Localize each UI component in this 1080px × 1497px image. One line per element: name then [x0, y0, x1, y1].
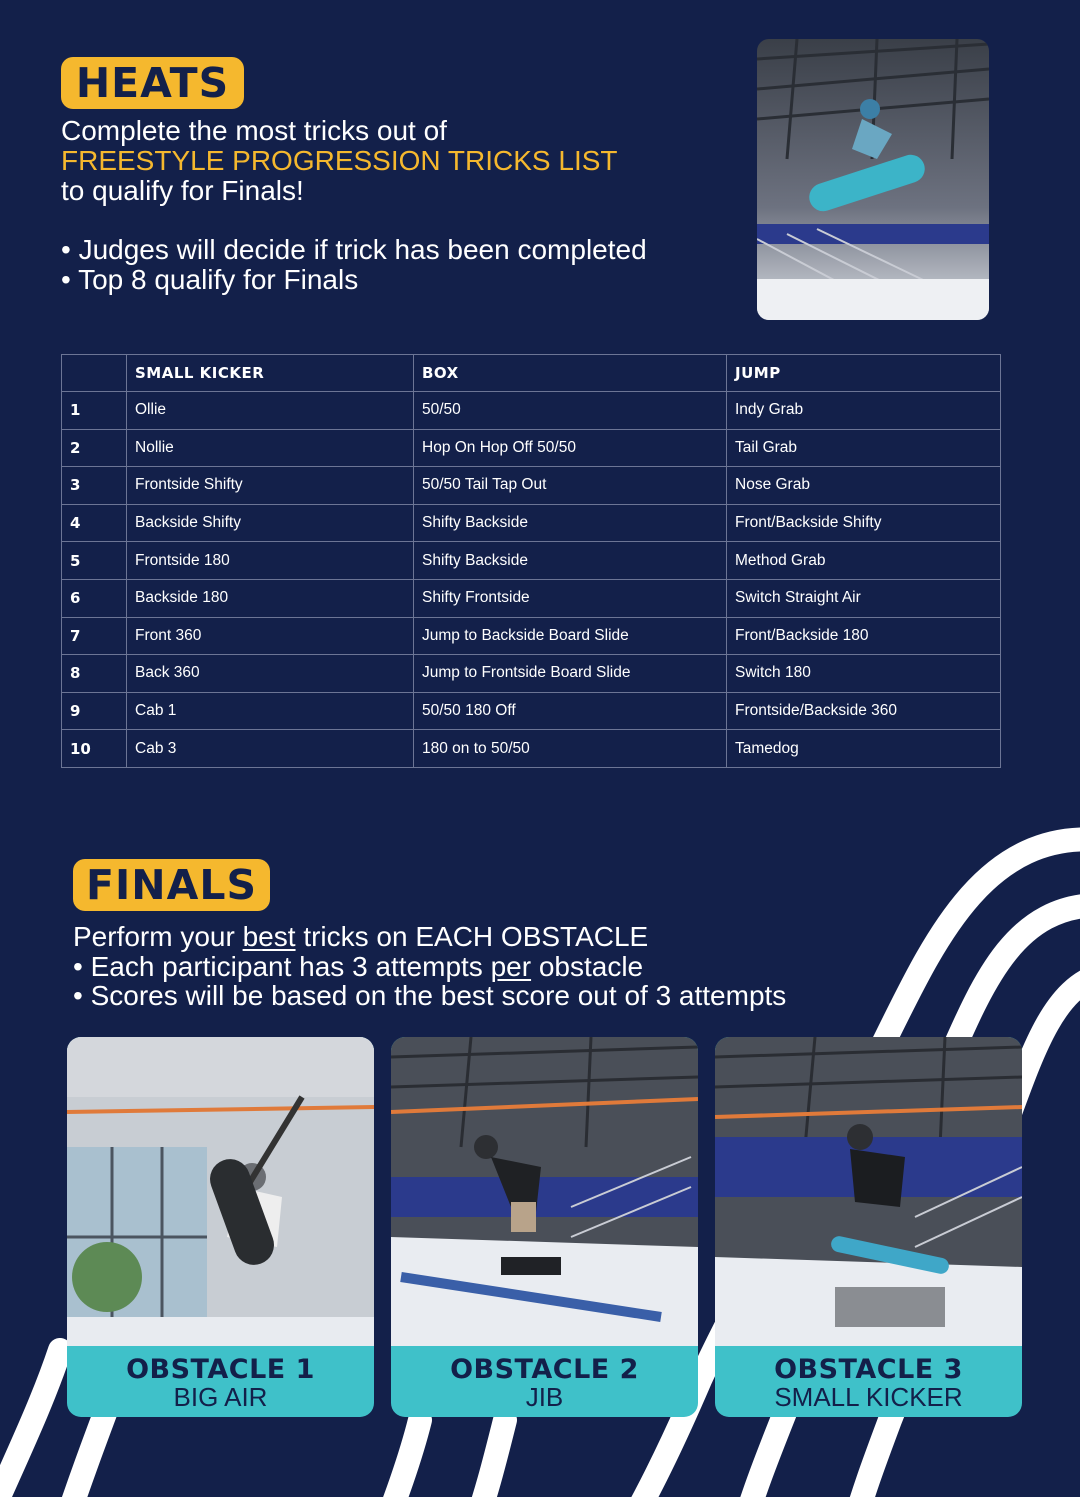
row-number: 5 — [62, 542, 127, 580]
table-row — [62, 579, 1001, 617]
table-cell: 50/50 Tail Tap Out — [414, 467, 727, 505]
obstacle-name: SMALL KICKER — [774, 1382, 963, 1412]
obstacle-name: JIB — [525, 1382, 564, 1412]
table-cell: Cab 3 — [127, 730, 414, 768]
table-cell: Front/Backside Shifty — [727, 504, 1001, 542]
finals-description — [73, 922, 786, 1011]
table-cell: 50/50 — [414, 392, 727, 430]
obstacle-label-3 — [715, 1346, 1022, 1417]
text-span: Perform your — [73, 921, 243, 952]
row-number: 2 — [62, 429, 127, 467]
table-cell: Switch Straight Air — [727, 579, 1001, 617]
text-span: tricks on EACH OBSTACLE — [295, 921, 649, 952]
row-number: 7 — [62, 617, 127, 655]
table-cell: Tamedog — [727, 730, 1001, 768]
table-cell: Front 360 — [127, 617, 414, 655]
obstacle-title: OBSTACLE 3 — [774, 1354, 963, 1385]
text-span: obstacle — [531, 950, 644, 982]
obstacle-photo-big-air — [67, 1037, 374, 1346]
heats-bullet: • Judges will decide if trick has been completed — [61, 234, 647, 265]
row-number: 8 — [62, 655, 127, 693]
table-cell: Nose Grab — [727, 467, 1001, 505]
table-cell: Switch 180 — [727, 655, 1001, 693]
row-number: 4 — [62, 504, 127, 542]
header-cell-small-kicker: SMALL KICKER — [127, 355, 414, 392]
table-cell: Frontside 180 — [127, 542, 414, 580]
hero-photo-snowboarder — [757, 39, 989, 320]
table-row — [62, 429, 1001, 467]
table-cell: Jump to Frontside Board Slide — [414, 655, 727, 693]
table-cell: Ollie — [127, 392, 414, 430]
heats-line-3: to qualify for Finals! — [61, 175, 304, 206]
table-cell: 180 on to 50/50 — [414, 730, 727, 768]
table-cell: Shifty Frontside — [414, 579, 727, 617]
table-cell: Front/Backside 180 — [727, 617, 1001, 655]
finals-line-1 — [73, 922, 786, 952]
table-cell: Hop On Hop Off 50/50 — [414, 429, 727, 467]
obstacle-card-1 — [67, 1037, 374, 1417]
underlined-per: per — [490, 950, 532, 982]
table-cell: Method Grab — [727, 542, 1001, 580]
tricks-list-highlight: FREESTYLE PROGRESSION TRICKS LIST — [61, 145, 618, 176]
header-cell — [62, 355, 127, 392]
obstacle-title: OBSTACLE 2 — [450, 1354, 639, 1385]
table-row — [62, 692, 1001, 730]
row-number: 3 — [62, 467, 127, 505]
heats-bullet: • Top 8 qualify for Finals — [61, 264, 359, 295]
row-number: 10 — [62, 730, 127, 768]
table-cell: Shifty Backside — [414, 542, 727, 580]
table-cell: Backside Shifty — [127, 504, 414, 542]
obstacle-photo-jib — [391, 1037, 698, 1346]
finals-line-3: • Scores will be based on the best score out of 3 attempts — [73, 980, 787, 1011]
table-row — [62, 617, 1001, 655]
row-number: 6 — [62, 579, 127, 617]
table-cell: Tail Grab — [727, 429, 1001, 467]
table-cell: Backside 180 — [127, 579, 414, 617]
obstacle-label-1 — [67, 1346, 374, 1417]
table-row — [62, 655, 1001, 693]
heats-description — [61, 116, 618, 206]
obstacle-card-3 — [715, 1037, 1022, 1417]
obstacle-photo-small-kicker — [715, 1037, 1022, 1346]
table-row — [62, 392, 1001, 430]
table-cell: Cab 1 — [127, 692, 414, 730]
row-number: 9 — [62, 692, 127, 730]
header-cell-jump: JUMP — [727, 355, 1001, 392]
obstacle-name: BIG AIR — [173, 1382, 268, 1412]
heats-badge: HEATS — [61, 57, 244, 109]
table-cell: 50/50 180 Off — [414, 692, 727, 730]
obstacle-card-2 — [391, 1037, 698, 1417]
table-cell: Nollie — [127, 429, 414, 467]
finals-line-2 — [73, 952, 786, 982]
table-cell: Back 360 — [127, 655, 414, 693]
table-cell: Frontside/Backside 360 — [727, 692, 1001, 730]
table-header-row — [62, 355, 1001, 392]
table-row — [62, 730, 1001, 768]
header-cell-box: BOX — [414, 355, 727, 392]
table-row — [62, 542, 1001, 580]
obstacle-title: OBSTACLE 1 — [126, 1354, 315, 1385]
finals-badge: FINALS — [73, 859, 270, 911]
table-cell: Frontside Shifty — [127, 467, 414, 505]
heats-bullets — [61, 235, 647, 295]
table-row — [62, 467, 1001, 505]
table-cell: Jump to Backside Board Slide — [414, 617, 727, 655]
row-number: 1 — [62, 392, 127, 430]
table-cell: Indy Grab — [727, 392, 1001, 430]
table-row — [62, 504, 1001, 542]
heats-line-1: Complete the most tricks out of — [61, 115, 447, 146]
underlined-best: best — [242, 921, 296, 952]
tricks-table — [61, 354, 1001, 768]
text-span: • Each participant has 3 attempts — [73, 950, 491, 982]
table-cell: Shifty Backside — [414, 504, 727, 542]
obstacle-label-2 — [391, 1346, 698, 1417]
